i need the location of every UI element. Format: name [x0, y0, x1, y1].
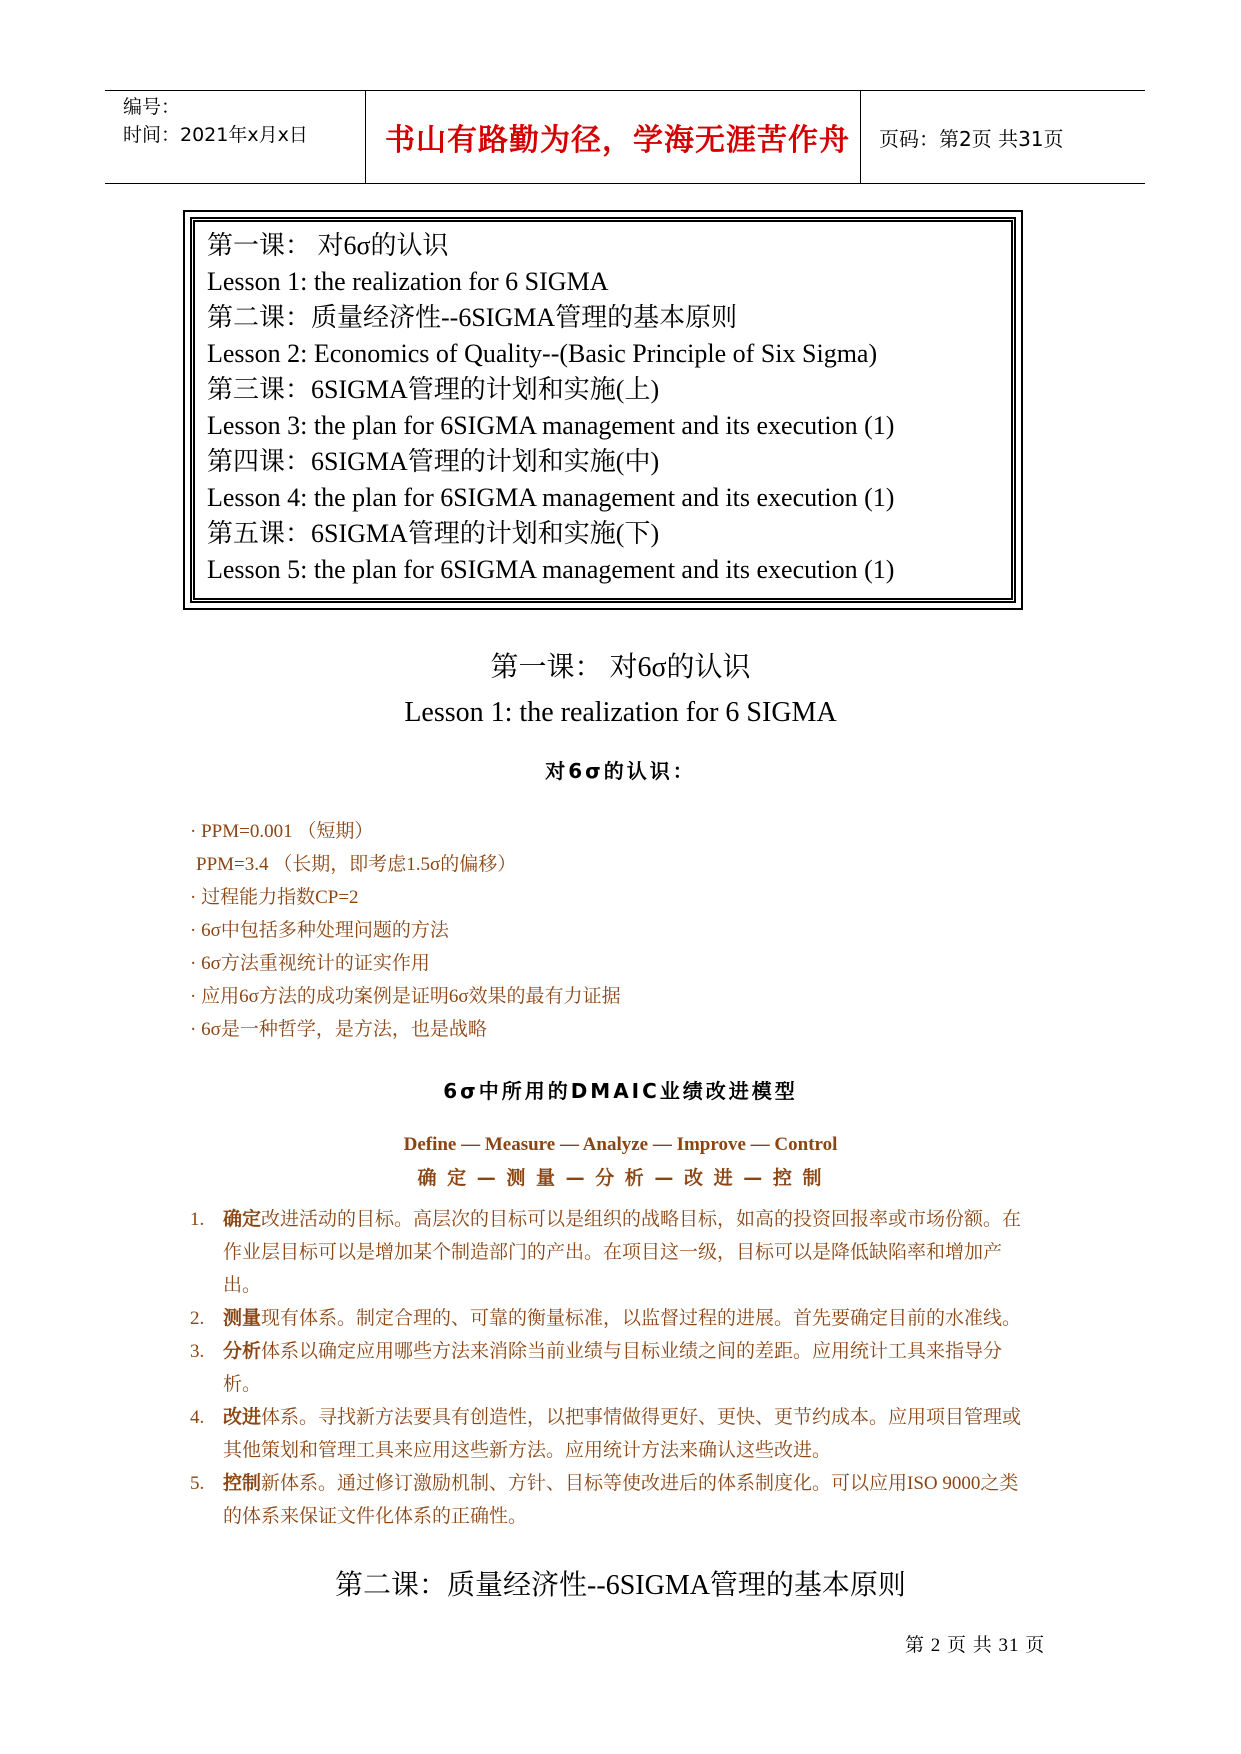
step-keyword: 控制	[223, 1473, 262, 1494]
list-item: · 6σ方法重视统计的证实作用	[190, 953, 430, 974]
list-item	[190, 1467, 1025, 1533]
serial-label: 编号：	[123, 96, 181, 118]
toc-item: 第四课：6SIGMA管理的计划和实施(中)	[207, 447, 660, 476]
lesson1-subtitle: 对6σ的认识：	[545, 759, 696, 783]
list-item	[190, 1302, 1025, 1335]
toc-item: 第五课：6SIGMA管理的计划和实施(下)	[207, 519, 660, 548]
step-keyword: 测量	[223, 1308, 262, 1329]
step-text: 体系以确定应用哪些方法来消除当前业绩与目标业绩之间的差距。应用统计工具来指导分析。	[223, 1341, 1003, 1395]
list-item: · PPM=0.001 （短期）	[190, 821, 374, 842]
header-page-info: 页码：第2页 共31页	[879, 126, 1064, 151]
list-item: · 6σ中包括多种处理问题的方法	[190, 920, 449, 941]
toc-item: 第二课：质量经济性--6SIGMA管理的基本原则	[207, 303, 738, 332]
toc-item: Lesson 5: the plan for 6SIGMA management and its execution (1)	[207, 555, 895, 584]
header-divider	[860, 91, 861, 183]
list-item	[190, 1203, 1025, 1302]
lesson2-title: 第二课：质量经济性--6SIGMA管理的基本原则	[335, 1570, 906, 1601]
header-motto: 书山有路勤为径，学海无涯苦作舟	[385, 123, 850, 158]
step-number: 3.	[190, 1341, 205, 1362]
list-item: · 6σ是一种哲学，是方法，也是战略	[190, 1019, 487, 1040]
dmaic-en: Define — Measure — Analyze — Improve — Control	[403, 1134, 838, 1155]
lesson1-title-en: Lesson 1: the realization for 6 SIGMA	[404, 697, 837, 728]
toc-list	[190, 217, 1016, 603]
step-text: 现有体系。制定合理的、可靠的衡量标准，以监督过程的进展。首先要确定目前的水准线。	[261, 1308, 1022, 1329]
list-item	[190, 1401, 1025, 1467]
list-item: · 过程能力指数CP=2	[190, 887, 359, 908]
list-item: · 应用6σ方法的成功案例是证明6σ效果的最有力证据	[190, 986, 621, 1007]
toc-item: 第一课： 对6σ的认识	[207, 231, 449, 260]
step-text: 体系。寻找新方法要具有创造性，以把事情做得更好、更快、更节约成本。应用项目管理或其他策划和管理工具来应用这些新方法。应用统计方法来确认这些改进。	[223, 1407, 1022, 1461]
step-text: 改进活动的目标。高层次的目标可以是组织的战略目标，如高的投资回报率或市场份额。在作业层目标可以是增加某个制造部门的产出。在项目这一级，目标可以是降低缺陷率和增加产出。	[223, 1209, 1022, 1296]
dmaic-heading: 6σ中所用的DMAIC业绩改进模型	[443, 1079, 798, 1103]
toc-item: Lesson 3: the plan for 6SIGMA management and its execution (1)	[207, 411, 895, 440]
header-divider	[365, 91, 366, 183]
toc-box	[183, 210, 1023, 610]
sigma-bullets	[190, 815, 621, 1046]
toc-item: Lesson 4: the plan for 6SIGMA management and its execution (1)	[207, 483, 895, 512]
lesson1-title-cn: 第一课： 对6σ的认识	[490, 652, 751, 683]
toc-item: Lesson 2: Economics of Quality--(Basic Principle of Six Sigma)	[207, 339, 878, 368]
header-meta	[115, 91, 370, 183]
step-number: 1.	[190, 1209, 205, 1230]
dmaic-cn: 确 定 — 测 量 — 分 析 — 改 进 — 控 制	[417, 1167, 824, 1189]
step-text: 新体系。通过修订激励机制、方针、目标等使改进后的体系制度化。可以应用ISO 9000之类的体系来保证文件化体系的正确性。	[223, 1473, 1019, 1527]
time-label: 时间：2021年x月x日	[123, 124, 308, 146]
step-keyword: 分析	[223, 1341, 262, 1362]
page-header	[105, 90, 1145, 184]
toc-item: Lesson 1: the realization for 6 SIGMA	[207, 267, 609, 296]
step-number: 2.	[190, 1308, 205, 1329]
step-number: 4.	[190, 1407, 205, 1428]
dmaic-steps	[190, 1203, 1025, 1533]
step-keyword: 确定	[223, 1209, 262, 1230]
list-item: PPM=3.4 （长期，即考虑1.5σ的偏移）	[196, 854, 517, 875]
step-number: 5.	[190, 1473, 205, 1494]
page-footer: 第 2 页 共 31 页	[905, 1635, 1046, 1656]
list-item	[190, 1335, 1025, 1401]
step-keyword: 改进	[223, 1407, 262, 1428]
toc-item: 第三课：6SIGMA管理的计划和实施(上)	[207, 375, 660, 404]
